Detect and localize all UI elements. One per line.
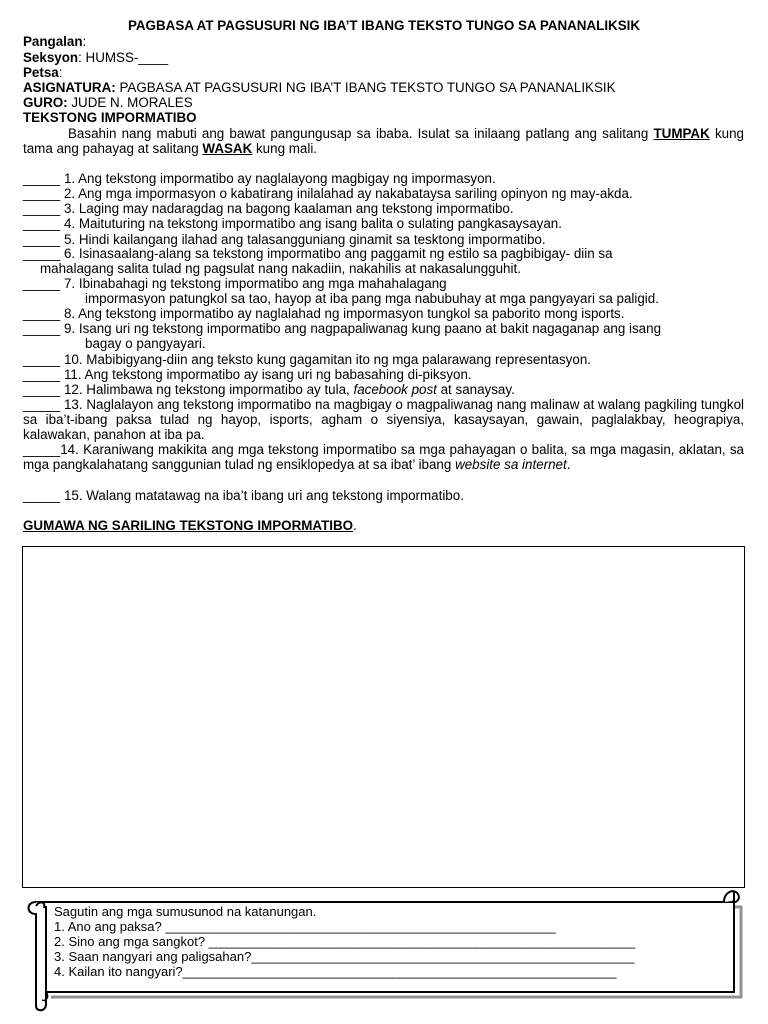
petsa-label: Petsa	[23, 65, 59, 80]
asignatura-label: ASIGNATURA:	[23, 80, 116, 95]
task-heading-line	[23, 518, 357, 533]
question-4: 4. Kailan ito nangyari?____________________________________________________________	[54, 964, 617, 979]
petsa-colon: :	[58, 65, 63, 80]
guro-value: JUDE N. MORALES	[67, 95, 193, 110]
guro-line	[23, 95, 193, 110]
item-7-line2: impormasyon patungkol sa tao, hayop at iba pang mga nabubuhay at mga pangyayari sa paligid.	[85, 291, 659, 306]
pangalan-label: Pangalan	[23, 34, 83, 49]
seksyon-line	[23, 50, 168, 65]
asignatura-line	[23, 80, 616, 95]
seksyon-value: : HUMSS-____	[78, 50, 169, 65]
task-heading-period: .	[353, 518, 357, 533]
instructions-part1: Basahin nang mabuti ang bawat pangungusap sa ibaba. Isulat sa inilaang patlang ang salitang	[68, 126, 654, 141]
item-12	[23, 382, 515, 397]
item-14	[23, 442, 744, 472]
item-1: _____ 1. Ang tekstong impormatibo ay naglalayong magbigay ng impormasyon.	[23, 171, 496, 186]
item-11: _____ 11. Ang tekstong impormatibo ay isang uri ng babasahing di-piksyon.	[23, 367, 472, 382]
item-5: _____ 5. Hindi kailangang ilahad ang talasangguniang ginamit sa tesktong impormatibo.	[23, 232, 546, 247]
item-12-text: _____ 12. Halimbawa ng tekstong impormatibo ay tula,	[23, 382, 354, 397]
item-14-text: _____14. Karaniwang makikita ang mga tekstong impormatibo sa mga pahayagan o balita, sa mga magasin, aklatan, sa mga pangkalahatang sanggunian tulad ng ensiklopedya at sa ibat’ ibang	[23, 442, 744, 472]
item-12-end: at sanaysay.	[436, 382, 515, 397]
writing-area-box[interactable]	[22, 546, 745, 888]
item-9-line1: _____ 9. Isang uri ng tekstong impormatibo ang nagpapaliwanag kung paano at bakit nagaganap ang isang	[23, 321, 662, 336]
item-15: _____ 15. Walang matatawag na iba’t ibang uri ang tekstong impormatibo.	[23, 488, 464, 503]
item-13: _____ 13. Naglalayon ang tekstong impormatibo na magbigay o magpaliwanag nang malinaw at walang pagkiling tungkol sa iba’t-ibang paksa tulad ng hayop, isports, agham o siyensiya, kasaysayan, gawain, paglalakbay, heograpiya, kalawakan, panahon at iba pa.	[23, 397, 744, 442]
asignatura-value: PAGBASA AT PAGSUSURI NG IBA’T IBANG TEKSTO TUNGO SA PANANALIKSIK	[115, 80, 616, 95]
item-14-emphasis: website sa internet	[455, 457, 567, 472]
guro-label: GURO:	[23, 95, 68, 110]
tumpak-keyword: TUMPAK	[653, 126, 710, 141]
questions-scroll-box	[22, 884, 746, 1014]
item-10: _____ 10. Mabibigyang-diin ang teksto kung gagamitan ito ng mga palarawang representasyon.	[23, 352, 591, 367]
question-1: 1. Ano ang paksa? ______________________________________________________	[54, 919, 556, 934]
item-8: _____ 8. Ang tekstong impormatibo ay naglalahad ng impormasyon tungkol sa paborito mong isports.	[23, 306, 625, 321]
questions-intro: Sagutin ang mga sumusunod na katanungan.	[54, 904, 317, 919]
item-7-line1: _____ 7. Ibinabahagi ng tekstong impormatibo ang mga mahahalagang	[23, 276, 447, 291]
seksyon-label: Seksyon	[23, 50, 79, 65]
page-title: PAGBASA AT PAGSUSURI NG IBA’T IBANG TEKSTO TUNGO SA PANANALIKSIK	[127, 18, 641, 33]
item-12-emphasis: facebook post	[353, 382, 437, 397]
pangalan-line	[23, 34, 86, 49]
item-6-line2: mahalagang salita tulad ng pagsulat nang nakadiin, nakahilis at nakasalungguhit.	[40, 261, 521, 276]
item-4: _____ 4. Maituturing na tekstong impormatibo ang isang balita o sulating pangkasaysayan.	[23, 216, 562, 231]
task-heading: GUMAWA NG SARILING TEKSTONG IMPORMATIBO	[23, 518, 354, 533]
instructions-part2: kung tama ang pahayag at salitang	[23, 126, 744, 156]
question-2: 2. Sino ang mga sangkot? ___________________________________________________________	[54, 934, 636, 949]
item-6-line1: _____ 6. Isinasaalang-alang sa tekstong impormatibo ang paggamit ng estilo sa pagbibigay- diin sa	[23, 246, 613, 261]
item-14-end: .	[566, 457, 571, 472]
item-9-line2: bagay o pangyayari.	[85, 336, 206, 351]
section-title: TEKSTONG IMPORMATIBO	[23, 110, 197, 125]
item-3: _____ 3. Laging may nadaragdag na bagong kaalaman ang tekstong impormatibo.	[23, 201, 514, 216]
petsa-line	[23, 65, 62, 80]
wasak-keyword: WASAK	[202, 141, 253, 156]
instructions	[23, 126, 744, 156]
instructions-part3: kung mali.	[252, 141, 318, 156]
item-2: _____ 2. Ang mga impormasyon o kabatirang inilalahad ay nakabataysa sariling opinyon ng may-akda.	[23, 186, 633, 201]
question-3: 3. Saan nangyari ang paligsahan?_____________________________________________________	[54, 949, 635, 964]
pangalan-colon: :	[82, 34, 87, 49]
